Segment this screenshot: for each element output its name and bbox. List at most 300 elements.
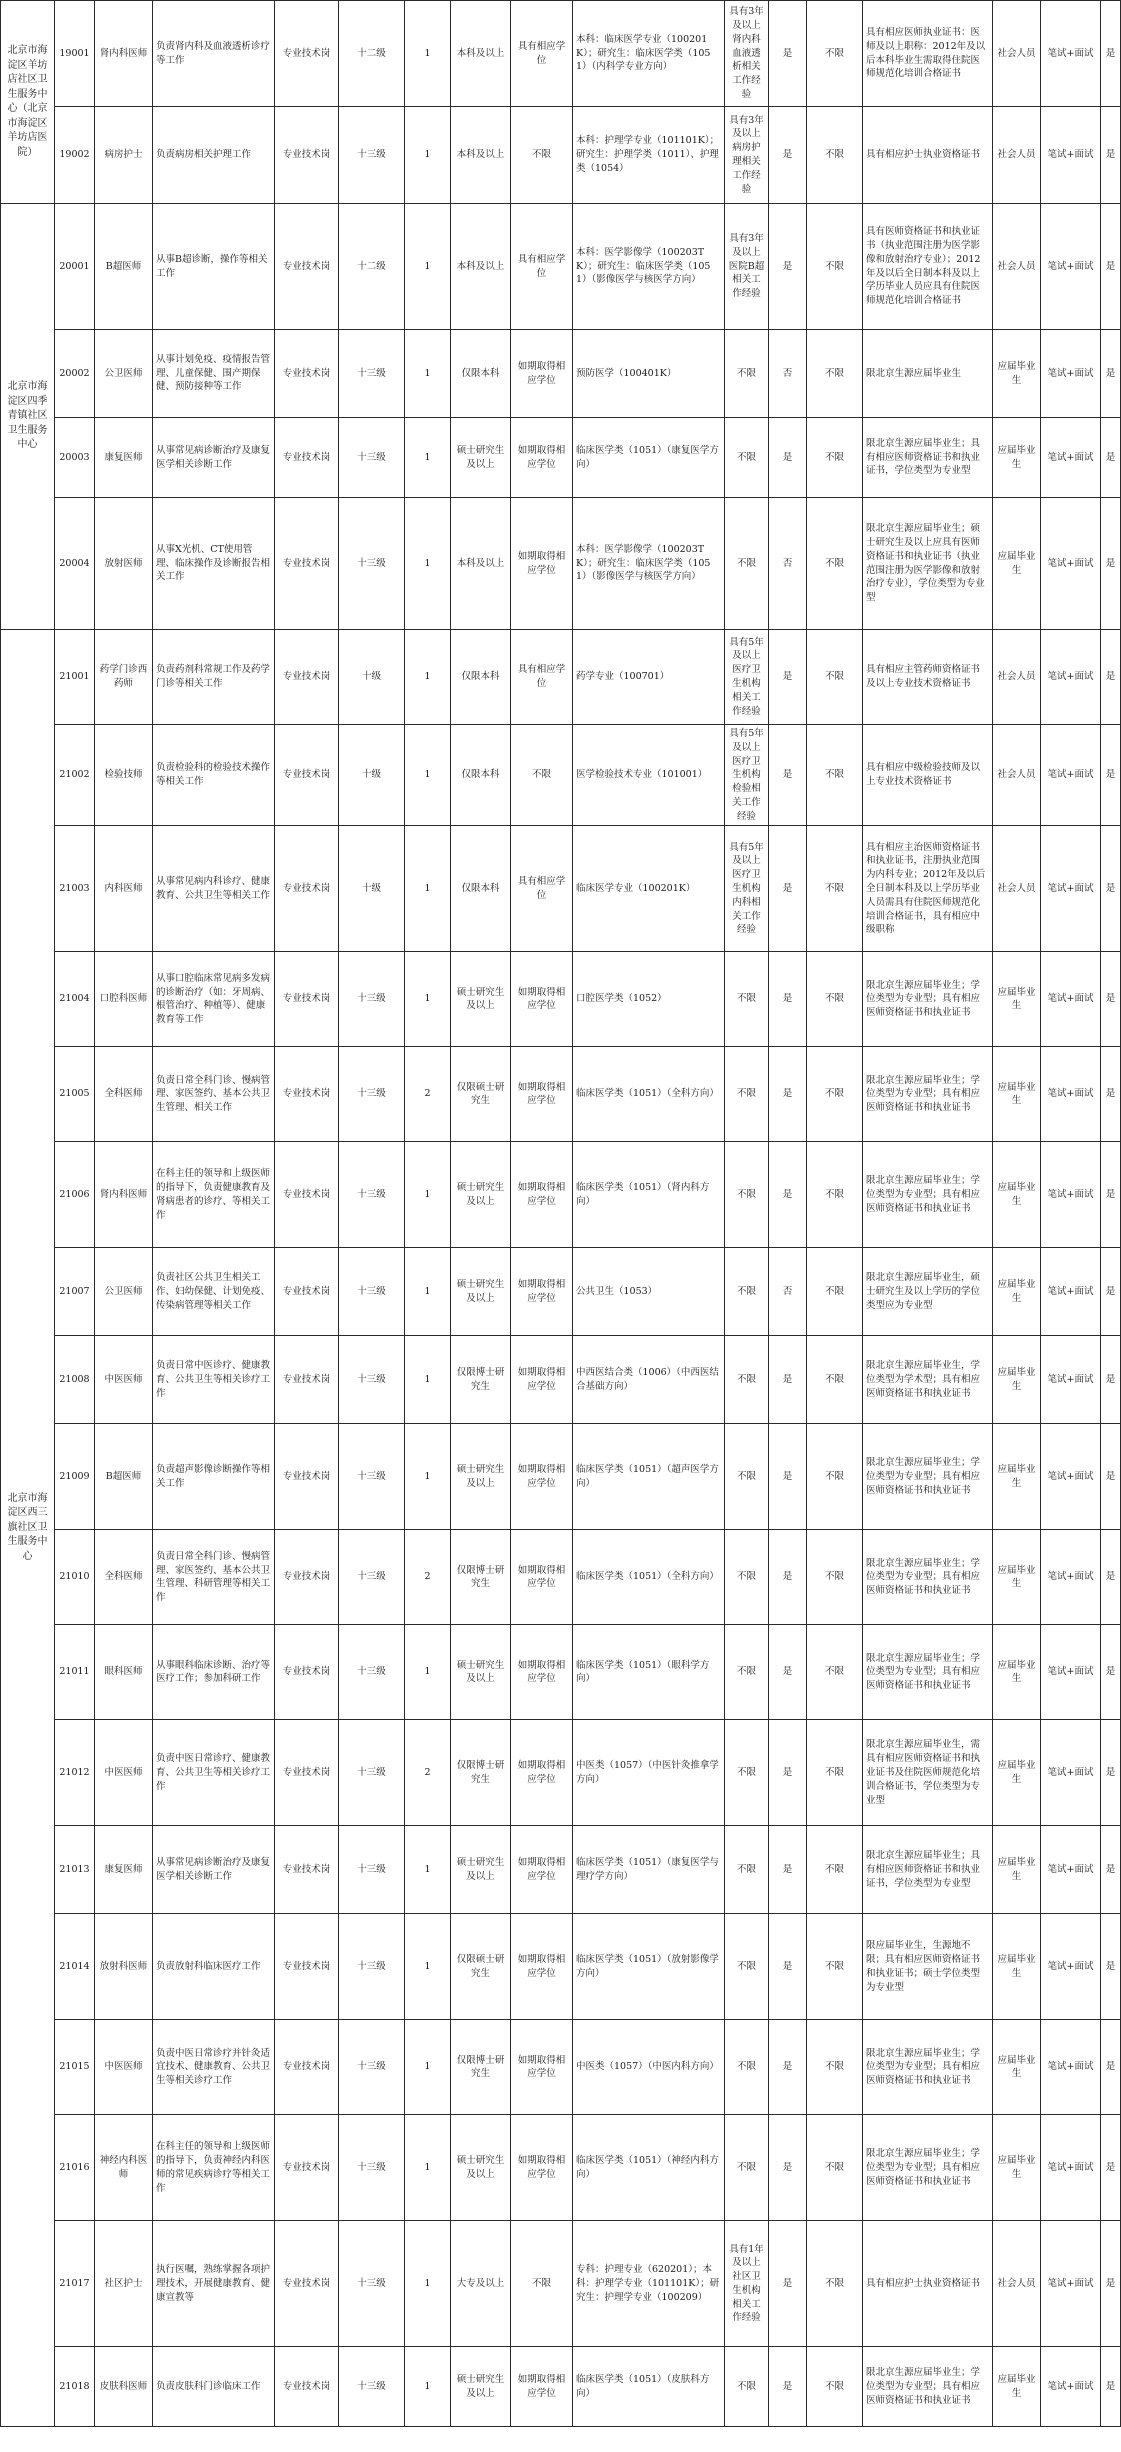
last-column-value: 是 xyxy=(1101,1336,1121,1424)
position-code: 21005 xyxy=(55,1047,95,1142)
table-row xyxy=(1,1336,1121,1424)
position-name: 公卫医师 xyxy=(95,330,153,418)
job-duty: 负责中医日常诊疗、健康教育、公共卫生等相关诊疗工作 xyxy=(153,1720,275,1826)
last-column-value: 是 xyxy=(1101,1530,1121,1625)
position-grade: 十三级 xyxy=(339,1826,405,1914)
hiring-count: 1 xyxy=(405,1914,451,2020)
position-category: 专业技术岗 xyxy=(275,2347,339,2427)
target-applicants: 社会人员 xyxy=(993,826,1041,952)
experience-requirement: 不限 xyxy=(725,1142,769,1248)
political-status: 不限 xyxy=(807,1720,863,1826)
degree-requirement: 具有相应学位 xyxy=(511,1,573,107)
degree-requirement: 如期取得相应学位 xyxy=(511,1047,573,1142)
position-grade: 十三级 xyxy=(339,330,405,418)
position-name: 肾内科医师 xyxy=(95,1,153,107)
other-requirements: 限北京生源应届毕业生；具有相应医师资格证书和执业证书，学位类型为专业型 xyxy=(863,418,993,498)
party-member-requirement: 是 xyxy=(769,418,807,498)
position-code: 21008 xyxy=(55,1336,95,1424)
exam-method: 笔试+面试 xyxy=(1041,2221,1101,2347)
position-name: 中医医师 xyxy=(95,2020,153,2115)
position-grade: 十二级 xyxy=(339,204,405,330)
hiring-count: 1 xyxy=(405,204,451,330)
exam-method: 笔试+面试 xyxy=(1041,1336,1101,1424)
major-requirement: 临床医学专业（100201K） xyxy=(573,826,725,952)
political-status: 不限 xyxy=(807,1,863,107)
last-column-value: 是 xyxy=(1101,330,1121,418)
hiring-count: 1 xyxy=(405,1336,451,1424)
target-applicants: 应届毕业生 xyxy=(993,2347,1041,2427)
last-column-value: 是 xyxy=(1101,1,1121,107)
hiring-count: 1 xyxy=(405,1,451,107)
party-member-requirement: 是 xyxy=(769,1625,807,1720)
political-status: 不限 xyxy=(807,826,863,952)
job-duty: 负责日常中医诊疗、健康教育、公共卫生等相关诊疗工作 xyxy=(153,1336,275,1424)
position-grade: 十三级 xyxy=(339,1047,405,1142)
position-name: B超医师 xyxy=(95,204,153,330)
political-status: 不限 xyxy=(807,2115,863,2221)
table-row xyxy=(1,630,1121,725)
position-name: 中医医师 xyxy=(95,1720,153,1826)
last-column-value: 是 xyxy=(1101,418,1121,498)
position-category: 专业技术岗 xyxy=(275,826,339,952)
party-member-requirement: 是 xyxy=(769,952,807,1047)
position-code: 21002 xyxy=(55,725,95,826)
position-grade: 十三级 xyxy=(339,2347,405,2427)
hiring-count: 1 xyxy=(405,952,451,1047)
hiring-count: 1 xyxy=(405,2347,451,2427)
position-grade: 十三级 xyxy=(339,1530,405,1625)
major-requirement: 中西医结合类（1006）（中西医结合基础方向） xyxy=(573,1336,725,1424)
other-requirements: 具有相应中级检验技师及以上专业技术资格证书 xyxy=(863,725,993,826)
hiring-count: 2 xyxy=(405,1530,451,1625)
position-name: 中医医师 xyxy=(95,1336,153,1424)
position-grade: 十三级 xyxy=(339,1625,405,1720)
experience-requirement: 不限 xyxy=(725,330,769,418)
target-applicants: 应届毕业生 xyxy=(993,1720,1041,1826)
position-code: 21016 xyxy=(55,2115,95,2221)
last-column-value: 是 xyxy=(1101,1914,1121,2020)
job-duty: 从事眼科临床诊断、治疗等医疗工作；参加科研工作 xyxy=(153,1625,275,1720)
last-column-value: 是 xyxy=(1101,2020,1121,2115)
degree-requirement: 如期取得相应学位 xyxy=(511,2020,573,2115)
table-row xyxy=(1,1142,1121,1248)
experience-requirement: 不限 xyxy=(725,1826,769,1914)
experience-requirement: 具有5年及以上医疗卫生机构检验相关工作经验 xyxy=(725,725,769,826)
table-row xyxy=(1,1248,1121,1336)
position-code: 20001 xyxy=(55,204,95,330)
degree-requirement: 如期取得相应学位 xyxy=(511,498,573,630)
position-code: 21015 xyxy=(55,2020,95,2115)
position-name: 全科医师 xyxy=(95,1047,153,1142)
experience-requirement: 不限 xyxy=(725,1625,769,1720)
degree-requirement: 如期取得相应学位 xyxy=(511,1248,573,1336)
job-duty: 从事常见病内科诊疗、健康教育、公共卫生等相关工作 xyxy=(153,826,275,952)
hiring-count: 1 xyxy=(405,725,451,826)
position-category: 专业技术岗 xyxy=(275,1625,339,1720)
exam-method: 笔试+面试 xyxy=(1041,1,1101,107)
job-duty: 负责药剂科常规工作及药学门诊等相关工作 xyxy=(153,630,275,725)
experience-requirement: 不限 xyxy=(725,1047,769,1142)
job-duty: 负责放射科临床医疗工作 xyxy=(153,1914,275,2020)
education-requirement: 硕士研究生及以上 xyxy=(451,2347,511,2427)
position-name: 神经内科医师 xyxy=(95,2115,153,2221)
major-requirement: 本科：医学影像学（100203TK）；研究生：临床医学类（1051）（影像医学与核医学方向） xyxy=(573,498,725,630)
last-column-value: 是 xyxy=(1101,2115,1121,2221)
experience-requirement: 具有1年及以上社区卫生机构相关工作经验 xyxy=(725,2221,769,2347)
position-code: 20004 xyxy=(55,498,95,630)
table-row xyxy=(1,826,1121,952)
position-category: 专业技术岗 xyxy=(275,2115,339,2221)
position-category: 专业技术岗 xyxy=(275,1720,339,1826)
position-code: 21010 xyxy=(55,1530,95,1625)
position-name: 康复医师 xyxy=(95,1826,153,1914)
job-duty: 负责日常全科门诊、慢病管理、家医签约、基本公共卫生管理、科研管理等相关工作 xyxy=(153,1530,275,1625)
experience-requirement: 不限 xyxy=(725,2347,769,2427)
position-grade: 十级 xyxy=(339,826,405,952)
major-requirement: 本科：医学影像学（100203TK）；研究生：临床医学类（1051）（影像医学与核医学方向） xyxy=(573,204,725,330)
education-requirement: 仅限本科 xyxy=(451,725,511,826)
position-category: 专业技术岗 xyxy=(275,498,339,630)
table-row xyxy=(1,418,1121,498)
position-category: 专业技术岗 xyxy=(275,1914,339,2020)
target-applicants: 社会人员 xyxy=(993,1,1041,107)
experience-requirement: 不限 xyxy=(725,1424,769,1530)
major-requirement: 公共卫生（1053） xyxy=(573,1248,725,1336)
exam-method: 笔试+面试 xyxy=(1041,1047,1101,1142)
hiring-count: 1 xyxy=(405,330,451,418)
position-name: 全科医师 xyxy=(95,1530,153,1625)
exam-method: 笔试+面试 xyxy=(1041,2115,1101,2221)
exam-method: 笔试+面试 xyxy=(1041,630,1101,725)
target-applicants: 应届毕业生 xyxy=(993,1826,1041,1914)
job-duty: 在科主任的领导和上级医师的指导下，负责健康教育及肾病患者的诊疗、等相关工作 xyxy=(153,1142,275,1248)
job-duty: 在科主任的领导和上级医师的指导下，负责神经内科医师的常见疾病诊疗等相关工作 xyxy=(153,2115,275,2221)
party-member-requirement: 否 xyxy=(769,498,807,630)
political-status: 不限 xyxy=(807,1336,863,1424)
political-status: 不限 xyxy=(807,204,863,330)
experience-requirement: 不限 xyxy=(725,1248,769,1336)
political-status: 不限 xyxy=(807,2221,863,2347)
position-code: 20003 xyxy=(55,418,95,498)
table-row xyxy=(1,2221,1121,2347)
major-requirement: 临床医学类（1051）（神经内科方向） xyxy=(573,2115,725,2221)
degree-requirement: 如期取得相应学位 xyxy=(511,330,573,418)
degree-requirement: 具有相应学位 xyxy=(511,826,573,952)
last-column-value: 是 xyxy=(1101,1826,1121,1914)
other-requirements: 具有相应护士执业资格证书 xyxy=(863,2221,993,2347)
table-row xyxy=(1,1530,1121,1625)
party-member-requirement: 是 xyxy=(769,204,807,330)
exam-method: 笔试+面试 xyxy=(1041,725,1101,826)
other-requirements: 限北京生源应届毕业生 xyxy=(863,330,993,418)
position-grade: 十三级 xyxy=(339,1720,405,1826)
exam-method: 笔试+面试 xyxy=(1041,1720,1101,1826)
education-requirement: 大专及以上 xyxy=(451,2221,511,2347)
major-requirement: 临床医学类（1051）（全科方向） xyxy=(573,1530,725,1625)
degree-requirement: 如期取得相应学位 xyxy=(511,418,573,498)
experience-requirement: 不限 xyxy=(725,1914,769,2020)
party-member-requirement: 是 xyxy=(769,1914,807,2020)
exam-method: 笔试+面试 xyxy=(1041,2020,1101,2115)
education-requirement: 硕士研究生及以上 xyxy=(451,2115,511,2221)
experience-requirement: 不限 xyxy=(725,2115,769,2221)
position-category: 专业技术岗 xyxy=(275,204,339,330)
exam-method: 笔试+面试 xyxy=(1041,2347,1101,2427)
other-requirements: 限北京生源应届毕业生，需具有相应医师资格证书和执业证书及住院医师规范化培训合格证书，学位类型为专业型 xyxy=(863,1720,993,1826)
other-requirements: 限北京生源应届毕业生；学位类型为专业型；具有相应医师资格证书和执业证书 xyxy=(863,1625,993,1720)
last-column-value: 是 xyxy=(1101,107,1121,204)
exam-method: 笔试+面试 xyxy=(1041,826,1101,952)
major-requirement: 中医类（1057）（中医针灸推拿学方向） xyxy=(573,1720,725,1826)
table-row xyxy=(1,1914,1121,2020)
degree-requirement: 如期取得相应学位 xyxy=(511,952,573,1047)
hiring-count: 1 xyxy=(405,498,451,630)
education-requirement: 硕士研究生及以上 xyxy=(451,1424,511,1530)
party-member-requirement: 是 xyxy=(769,1424,807,1530)
last-column-value: 是 xyxy=(1101,826,1121,952)
degree-requirement: 如期取得相应学位 xyxy=(511,2115,573,2221)
degree-requirement: 如期取得相应学位 xyxy=(511,1826,573,1914)
position-category: 专业技术岗 xyxy=(275,1424,339,1530)
political-status: 不限 xyxy=(807,725,863,826)
experience-requirement: 具有5年及以上医疗卫生机构内科相关工作经验 xyxy=(725,826,769,952)
degree-requirement: 不限 xyxy=(511,2221,573,2347)
position-grade: 十三级 xyxy=(339,2020,405,2115)
political-status: 不限 xyxy=(807,1248,863,1336)
education-requirement: 硕士研究生及以上 xyxy=(451,1248,511,1336)
target-applicants: 社会人员 xyxy=(993,107,1041,204)
target-applicants: 应届毕业生 xyxy=(993,1248,1041,1336)
table-row xyxy=(1,1424,1121,1530)
political-status: 不限 xyxy=(807,1424,863,1530)
position-grade: 十二级 xyxy=(339,1,405,107)
political-status: 不限 xyxy=(807,330,863,418)
political-status: 不限 xyxy=(807,1826,863,1914)
education-requirement: 仅限本科 xyxy=(451,826,511,952)
major-requirement: 专科：护理专业（620201）；本科：护理学专业（101101K）；研究生：护理学专业（100209） xyxy=(573,2221,725,2347)
position-name: 放射医师 xyxy=(95,498,153,630)
position-code: 19001 xyxy=(55,1,95,107)
position-grade: 十三级 xyxy=(339,1336,405,1424)
degree-requirement: 如期取得相应学位 xyxy=(511,1625,573,1720)
education-requirement: 仅限本科 xyxy=(451,330,511,418)
position-grade: 十三级 xyxy=(339,107,405,204)
position-category: 专业技术岗 xyxy=(275,107,339,204)
position-grade: 十级 xyxy=(339,725,405,826)
position-name: 内科医师 xyxy=(95,826,153,952)
target-applicants: 社会人员 xyxy=(993,204,1041,330)
experience-requirement: 不限 xyxy=(725,1530,769,1625)
last-column-value: 是 xyxy=(1101,498,1121,630)
target-applicants: 应届毕业生 xyxy=(993,418,1041,498)
position-category: 专业技术岗 xyxy=(275,1336,339,1424)
education-requirement: 仅限博士研究生 xyxy=(451,1720,511,1826)
political-status: 不限 xyxy=(807,952,863,1047)
major-requirement: 临床医学类（1051）（康复医学方向） xyxy=(573,418,725,498)
party-member-requirement: 是 xyxy=(769,1530,807,1625)
target-applicants: 社会人员 xyxy=(993,630,1041,725)
position-category: 专业技术岗 xyxy=(275,952,339,1047)
other-requirements: 限北京生源应届毕业生；学位类型为专业型；具有相应医师资格证书和执业证书 xyxy=(863,1047,993,1142)
major-requirement: 本科：护理学专业（101101K）；研究生：护理学类（1011）、护理类（1054） xyxy=(573,107,725,204)
major-requirement: 预防医学（100401K） xyxy=(573,330,725,418)
position-name: 皮肤科医师 xyxy=(95,2347,153,2427)
table-row xyxy=(1,952,1121,1047)
major-requirement: 临床医学类（1051）（超声医学方向） xyxy=(573,1424,725,1530)
position-code: 21018 xyxy=(55,2347,95,2427)
degree-requirement: 如期取得相应学位 xyxy=(511,1424,573,1530)
political-status: 不限 xyxy=(807,1530,863,1625)
degree-requirement: 不限 xyxy=(511,725,573,826)
target-applicants: 应届毕业生 xyxy=(993,498,1041,630)
position-name: 肾内科医师 xyxy=(95,1142,153,1248)
party-member-requirement: 是 xyxy=(769,2115,807,2221)
target-applicants: 应届毕业生 xyxy=(993,1625,1041,1720)
position-grade: 十三级 xyxy=(339,418,405,498)
degree-requirement: 具有相应学位 xyxy=(511,630,573,725)
employer-unit-cell: 北京市海淀区四季青镇社区卫生服务中心 xyxy=(1,204,55,630)
experience-requirement: 具有3年及以上病房护理相关工作经验 xyxy=(725,107,769,204)
other-requirements: 限北京生源应届毕业生；学位类型为专业型；具有相应医师资格证书和执业证书 xyxy=(863,1424,993,1530)
party-member-requirement: 是 xyxy=(769,826,807,952)
other-requirements: 具有医师资格证书和执业证书（执业范围注册为医学影像和放射治疗专业）；2012年及以后全日制本科及以上学历毕业人员应具有住院医师规范化培训合格证书 xyxy=(863,204,993,330)
exam-method: 笔试+面试 xyxy=(1041,1625,1101,1720)
position-code: 20002 xyxy=(55,330,95,418)
job-duty: 负责检验科的检验技术操作等相关工作 xyxy=(153,725,275,826)
political-status: 不限 xyxy=(807,630,863,725)
education-requirement: 硕士研究生及以上 xyxy=(451,1826,511,1914)
major-requirement: 临床医学类（1051）（肾内科方向） xyxy=(573,1142,725,1248)
other-requirements: 具有相应护士执业资格证书 xyxy=(863,107,993,204)
political-status: 不限 xyxy=(807,2347,863,2427)
position-code: 21013 xyxy=(55,1826,95,1914)
table-row xyxy=(1,2115,1121,2221)
job-duty: 负责肾内科及血液透析诊疗等工作 xyxy=(153,1,275,107)
last-column-value: 是 xyxy=(1101,1625,1121,1720)
position-category: 专业技术岗 xyxy=(275,1047,339,1142)
position-grade: 十三级 xyxy=(339,952,405,1047)
position-category: 专业技术岗 xyxy=(275,2020,339,2115)
degree-requirement: 如期取得相应学位 xyxy=(511,1530,573,1625)
degree-requirement: 如期取得相应学位 xyxy=(511,1914,573,2020)
position-grade: 十三级 xyxy=(339,498,405,630)
degree-requirement: 如期取得相应学位 xyxy=(511,2347,573,2427)
degree-requirement: 如期取得相应学位 xyxy=(511,1336,573,1424)
hiring-count: 2 xyxy=(405,1047,451,1142)
target-applicants: 应届毕业生 xyxy=(993,330,1041,418)
other-requirements: 限北京生源应届毕业生；学位类型为专业型；具有相应医师资格证书和执业证书 xyxy=(863,1530,993,1625)
position-category: 专业技术岗 xyxy=(275,1142,339,1248)
experience-requirement: 具有5年及以上医疗卫生机构相关工作经验 xyxy=(725,630,769,725)
party-member-requirement: 是 xyxy=(769,1142,807,1248)
last-column-value: 是 xyxy=(1101,630,1121,725)
last-column-value: 是 xyxy=(1101,1047,1121,1142)
party-member-requirement: 是 xyxy=(769,107,807,204)
position-code: 21012 xyxy=(55,1720,95,1826)
job-duty: 从事口腔临床常见病多发病的诊断治疗（如：牙周病、根管治疗、种植等）、健康教育等工作 xyxy=(153,952,275,1047)
education-requirement: 硕士研究生及以上 xyxy=(451,1625,511,1720)
table-row xyxy=(1,204,1121,330)
other-requirements: 具有相应主治医师资格证书和执业证书，注册执业范围为内科专业；2012年及以后全日制本科及以上学历毕业人员需具有住院医师规范化培训合格证书，具有相应中级职称 xyxy=(863,826,993,952)
position-name: 放射科医师 xyxy=(95,1914,153,2020)
table-row xyxy=(1,1720,1121,1826)
hiring-count: 1 xyxy=(405,826,451,952)
hiring-count: 2 xyxy=(405,1720,451,1826)
table-row xyxy=(1,498,1121,630)
exam-method: 笔试+面试 xyxy=(1041,204,1101,330)
position-name: 口腔科医师 xyxy=(95,952,153,1047)
major-requirement: 口腔医学类（1052） xyxy=(573,952,725,1047)
position-grade: 十级 xyxy=(339,630,405,725)
education-requirement: 本科及以上 xyxy=(451,1,511,107)
position-name: 康复医师 xyxy=(95,418,153,498)
position-name: 病房护士 xyxy=(95,107,153,204)
target-applicants: 社会人员 xyxy=(993,2221,1041,2347)
position-grade: 十三级 xyxy=(339,1248,405,1336)
political-status: 不限 xyxy=(807,1142,863,1248)
position-name: 眼科医师 xyxy=(95,1625,153,1720)
last-column-value: 是 xyxy=(1101,204,1121,330)
position-category: 专业技术岗 xyxy=(275,1248,339,1336)
other-requirements: 限北京生源应届毕业生；学位类型为专业型；具有相应医师资格证书和执业证书 xyxy=(863,1142,993,1248)
political-status: 不限 xyxy=(807,498,863,630)
party-member-requirement: 是 xyxy=(769,2020,807,2115)
position-code: 21011 xyxy=(55,1625,95,1720)
table-row xyxy=(1,725,1121,826)
degree-requirement: 不限 xyxy=(511,107,573,204)
other-requirements: 限北京生源应届毕业生；学位类型为专业型；具有相应医师资格证书和执业证书 xyxy=(863,2115,993,2221)
major-requirement: 临床医学类（1051）（眼科学方向） xyxy=(573,1625,725,1720)
exam-method: 笔试+面试 xyxy=(1041,498,1101,630)
major-requirement: 临床医学类（1051）（皮肤科方向） xyxy=(573,2347,725,2427)
party-member-requirement: 是 xyxy=(769,2221,807,2347)
last-column-value: 是 xyxy=(1101,1720,1121,1826)
position-code: 21003 xyxy=(55,826,95,952)
position-category: 专业技术岗 xyxy=(275,1,339,107)
party-member-requirement: 是 xyxy=(769,1826,807,1914)
table-row xyxy=(1,1047,1121,1142)
target-applicants: 社会人员 xyxy=(993,725,1041,826)
education-requirement: 本科及以上 xyxy=(451,498,511,630)
political-status: 不限 xyxy=(807,2020,863,2115)
target-applicants: 应届毕业生 xyxy=(993,2115,1041,2221)
degree-requirement: 如期取得相应学位 xyxy=(511,1142,573,1248)
other-requirements: 限北京生源应届毕业生，硕士研究生及以上学历的学位类型应为专业型 xyxy=(863,1248,993,1336)
hiring-count: 1 xyxy=(405,1625,451,1720)
party-member-requirement: 是 xyxy=(769,2347,807,2427)
position-grade: 十三级 xyxy=(339,1142,405,1248)
position-category: 专业技术岗 xyxy=(275,418,339,498)
job-duty: 执行医嘱，熟练掌握各项护理技术，开展健康教育、健康宣教等 xyxy=(153,2221,275,2347)
education-requirement: 本科及以上 xyxy=(451,107,511,204)
education-requirement: 仅限博士研究生 xyxy=(451,1530,511,1625)
other-requirements: 限北京生源应届毕业生；具有相应医师资格证书和执业证书，学位类型为专业型 xyxy=(863,1826,993,1914)
other-requirements: 限应届毕业生，生源地不限；具有相应医师资格证书和执业证书；硕士学位类型为专业型 xyxy=(863,1914,993,2020)
education-requirement: 硕士研究生及以上 xyxy=(451,952,511,1047)
position-code: 21004 xyxy=(55,952,95,1047)
exam-method: 笔试+面试 xyxy=(1041,1826,1101,1914)
target-applicants: 应届毕业生 xyxy=(993,1336,1041,1424)
political-status: 不限 xyxy=(807,1914,863,2020)
exam-method: 笔试+面试 xyxy=(1041,1142,1101,1248)
major-requirement: 临床医学类（1051）（康复医学与理疗学方向） xyxy=(573,1826,725,1914)
education-requirement: 仅限本科 xyxy=(451,630,511,725)
experience-requirement: 不限 xyxy=(725,1336,769,1424)
target-applicants: 应届毕业生 xyxy=(993,1142,1041,1248)
exam-method: 笔试+面试 xyxy=(1041,1914,1101,2020)
education-requirement: 硕士研究生及以上 xyxy=(451,418,511,498)
position-category: 专业技术岗 xyxy=(275,725,339,826)
